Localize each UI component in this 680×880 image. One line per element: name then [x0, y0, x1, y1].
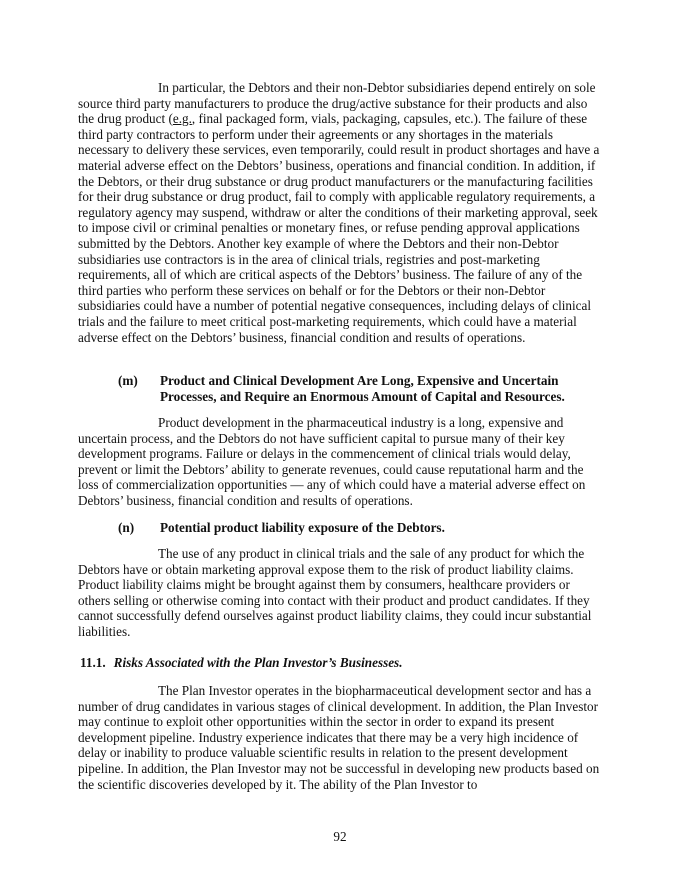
- paragraph-text: In particular, the Debtors and their non-Debtor subsidiaries depend entirely on sole source third party manufacturers to produce the drug/active substance for their products and also the drug product (: [78, 80, 596, 127]
- heading-title: Product and Clinical Development Are Long, Expensive and Uncertain Processes, and Require an Enormous Amount of Capital and Resources.: [160, 373, 565, 404]
- underlined-abbreviation: e.g.: [172, 111, 192, 127]
- paragraph-text: , final packaged form, vials, packaging, capsules, etc.). The failure of these third party contractors to perform under their agreements or any shortages in the materials necessary to delivery these services, even temporarily, could result in product shortages and have a material adverse effect on the Debtors’ business, operations and financial condition. In addition, if the Debtors, or their drug substance or drug product manufacturers or the manufacturing facilities for their drug substance or drug product, fail to comply with applicable regulatory requirements, a regulatory agency may suspend, withdraw or alter the conditions of their marketing approval, seek to impose civil or criminal penalties or monetary fines, or refuse pending approval applications submitted by the Debtors. Another key example of where the Debtors and their non-Debtor subsidiaries use contractors is in the area of clinical trials, registries and post-marketing requirements, all of which are critical aspects of the Debtors’ business. The failure of any of the third parties who perform these services on behalf or for the Debtors or their non-Debtor subsidiaries could have a number of potential negative consequences, including delays of clinical trials and the failure to meet critical post-marketing requirements, which could have a material adverse effect on the Debtors’ business, financial condition and results of operations.: [78, 111, 600, 345]
- paragraph-product-liability: The use of any product in clinical trials and the sale of any product for which the Debtors have or obtain marketing approval expose them to the risk of product liability claims. Product liability claims might be brought against them by consumers, healthcare providers or others selling or otherwise coming into contact with their product and product candidates. If they cannot successfully defend ourselves against product liability claims, they could incur substantial liabilities.: [78, 546, 592, 639]
- section-title: Risks Associated with the Plan Investor’s Businesses.: [113, 655, 403, 670]
- paragraph-product-development: Product development in the pharmaceutical industry is a long, expensive and uncertain process, and the Debtors do not have sufficient capital to pursue many of their key development programs. Failure or delays in the commencement of clinical trials would delay, prevent or limit the Debtors’ ability to generate revenues, could cause reputational harm and the loss of commercialization opportunities — any of which could have a material adverse effect on Debtors’ business, financial condition and results of operations.: [78, 415, 586, 508]
- heading-number: (n): [118, 520, 135, 535]
- section-heading-11-1: [80, 655, 600, 671]
- page-number: 92: [333, 829, 347, 844]
- heading-number: (m): [118, 373, 138, 388]
- heading-n: [118, 520, 598, 536]
- paragraph-sole-source-manufacturers: [78, 80, 600, 345]
- paragraph-plan-investor: The Plan Investor operates in the biopharmaceutical development sector and has a number of drug candidates in various stages of clinical development. In addition, the Plan Investor may continue to exploit other opportunities within the sector in order to expand its present development pipeline. Industry experience indicates that there may be a very high incidence of delay or inability to produce valuable scientific results in relation to the present development pipeline. In addition, the Plan Investor may not be successful in developing new products based on the scientific discoveries developed by it. The ability of the Plan Investor to: [78, 683, 600, 792]
- heading-m: [118, 373, 598, 404]
- section-number: 11.1.: [80, 655, 106, 670]
- heading-title: Potential product liability exposure of the Debtors.: [160, 520, 445, 535]
